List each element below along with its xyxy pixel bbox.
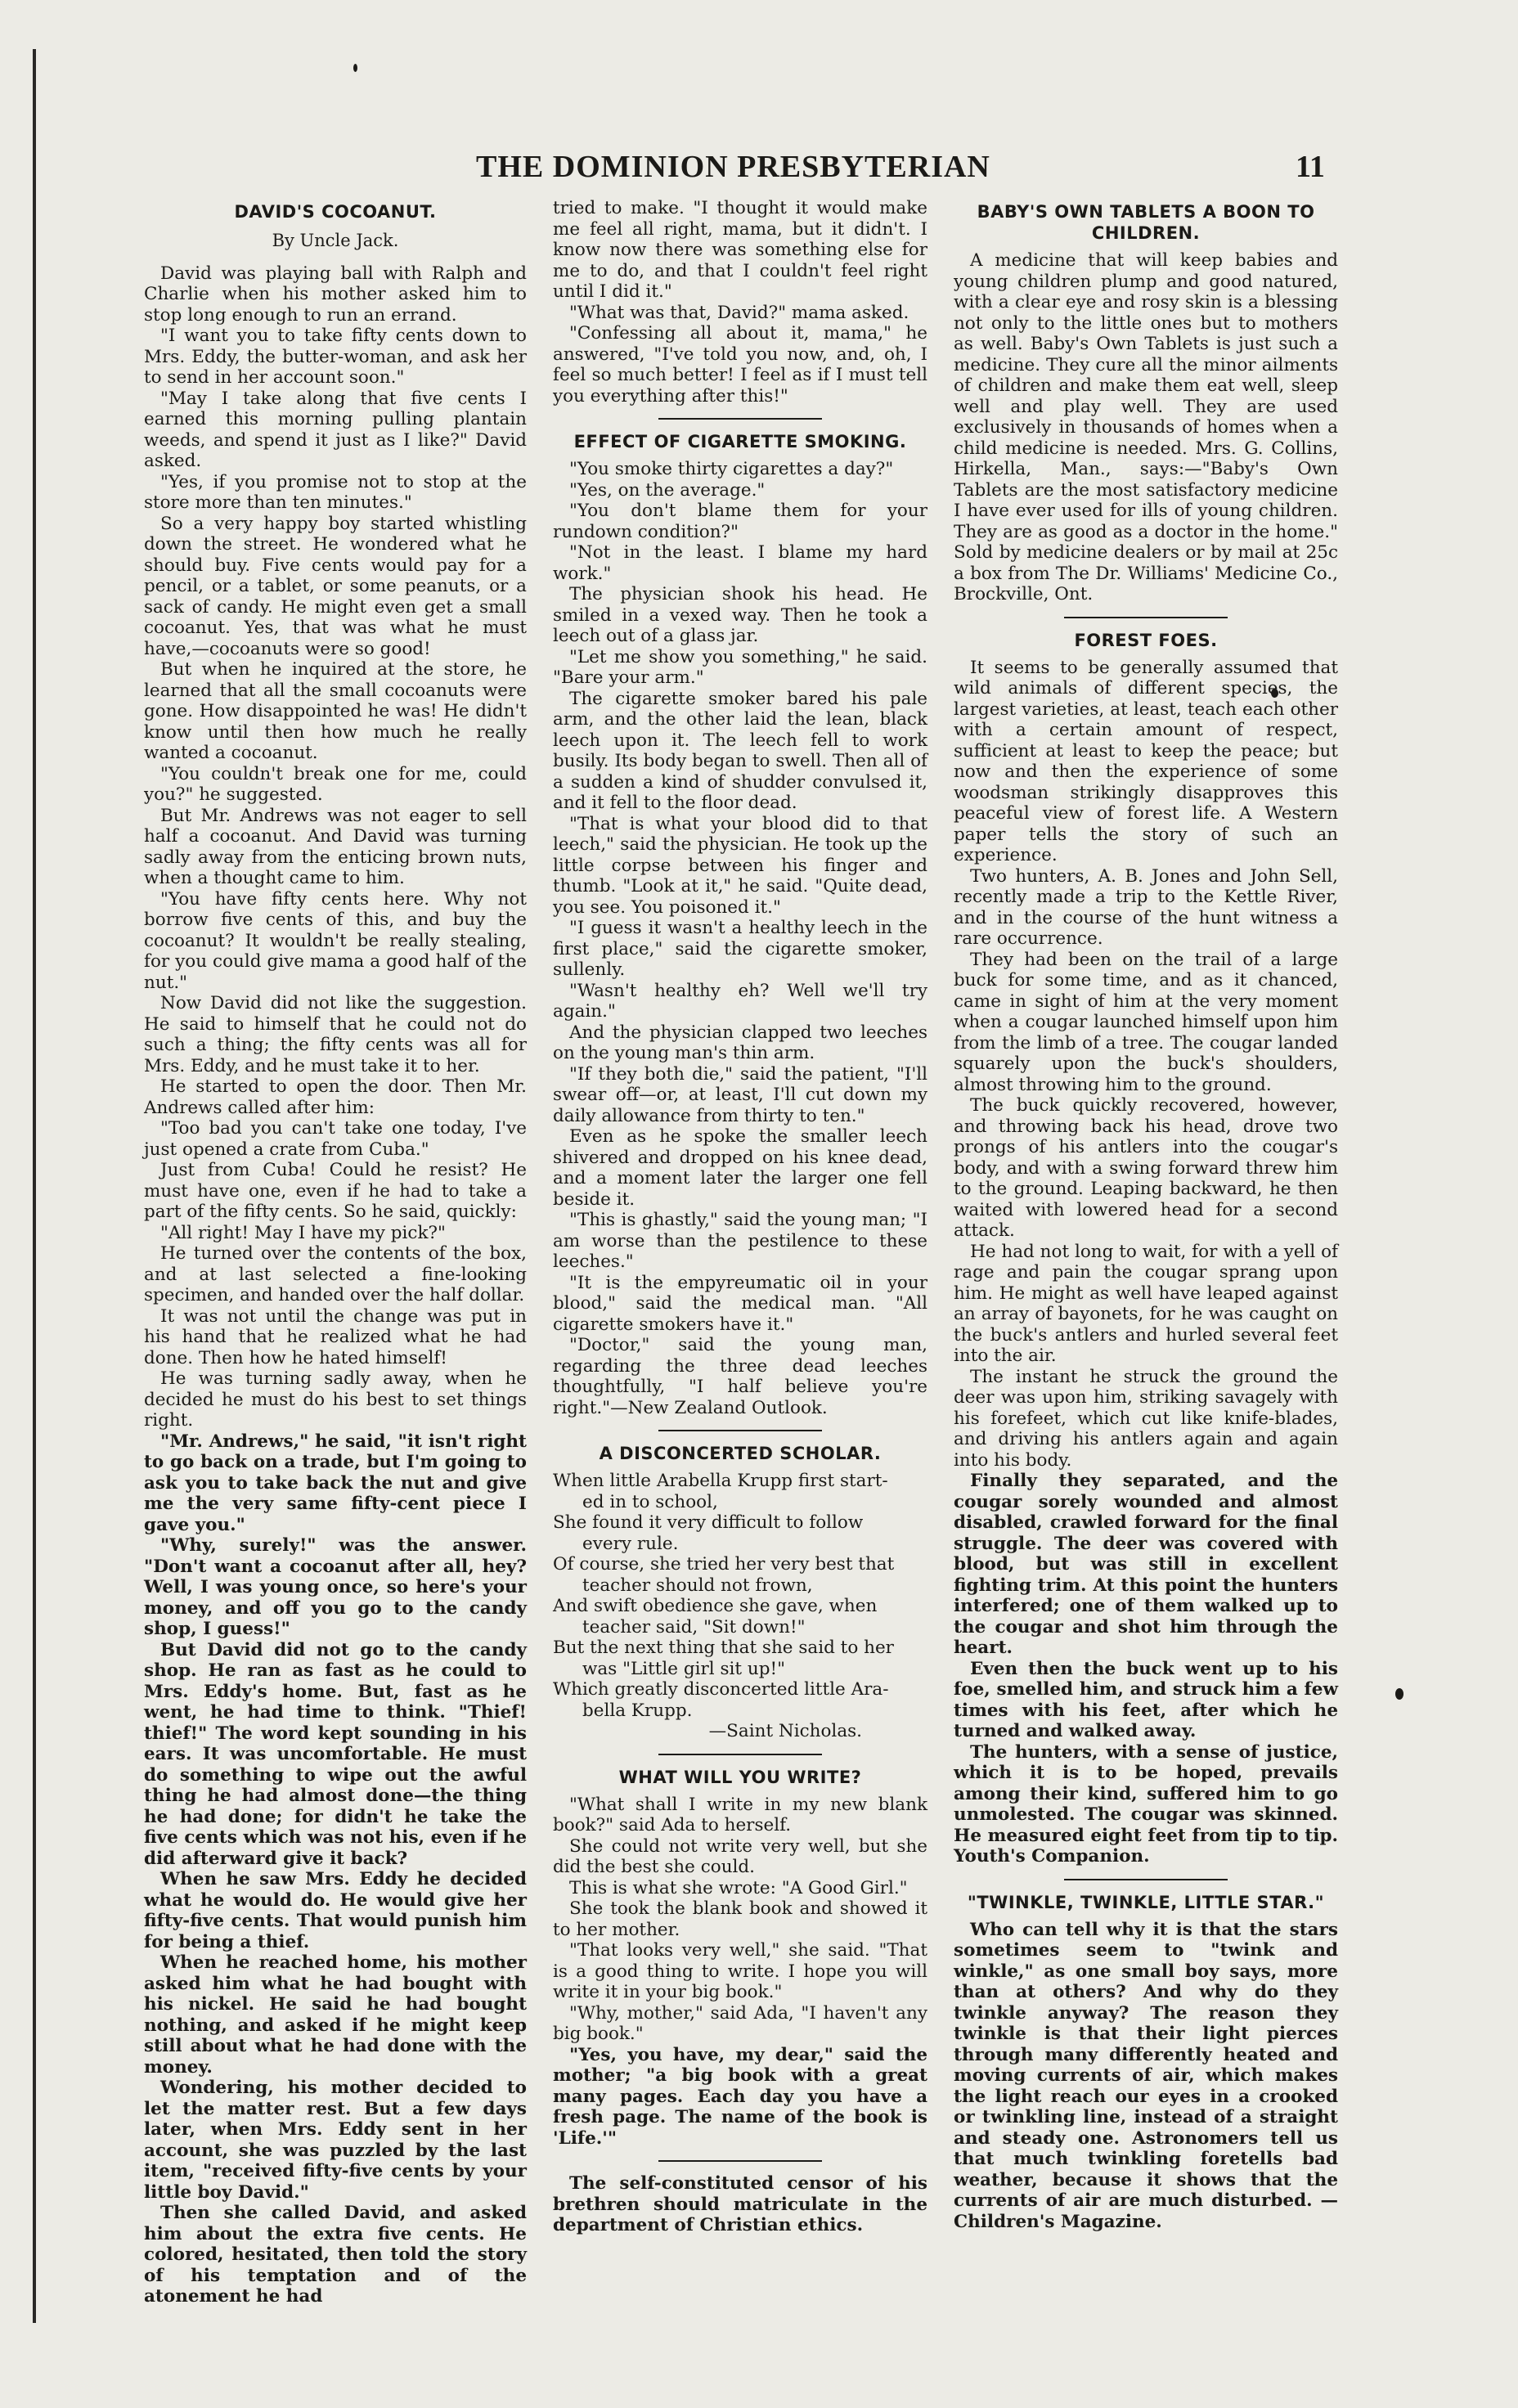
paragraph: The physician shook his head. He smiled in a vexed way. Then he took a leech out of a glass jar. bbox=[553, 584, 927, 646]
poem-line-continuation: teacher said, "Sit down!" bbox=[582, 1616, 806, 1638]
poem-line: When little Arabella Krupp first start- bbox=[553, 1471, 888, 1491]
paragraph: A medicine that will keep babies and young children plump and good natured, with a clear eye and rosy skin is a blessing not only to the little ones but to mothers as well. Baby's Own Tablets is just such a medicine. They cure all the minor ailments of children and make them eat well, sleep well and play well. They are used exclusively in thousands of homes when a child medicine is needed. Mrs. G. Collins, Hirkella, Man., says:—"Baby's Own Tablets are the most satisfactory medicine I have ever used for ills of young children. They are as good as a doctor in the home." Sold by medicine dealers or by mail at 25c a box from The Dr. Williams' Medicine Co., Brockville, Ont. bbox=[954, 250, 1338, 604]
paragraph: "Doctor," said the young man, regarding the three dead leeches thoughtfully, "I half believe you're right."—New Zealand Outlook. bbox=[553, 1335, 927, 1418]
poem-line-continuation: teacher should not frown, bbox=[582, 1575, 813, 1596]
paragraph: "Yes, if you promise not to stop at the store more than ten minutes." bbox=[144, 471, 527, 513]
paragraph: "What was that, David?" mama asked. bbox=[569, 302, 909, 323]
paragraph: It seems to be generally assumed that wild animals of different species, the largest varieties, at least, teach each other with a certain amount of respect, sufficient at least to keep the peace; but now and then the experience of some woodsman strikingly disapproves this peaceful view of forest life. A Western paper tells the story of such an experience. bbox=[954, 657, 1338, 865]
poem-line: But the next thing that she said to her bbox=[553, 1638, 894, 1658]
paragraph: "Confessing all about it, mama," he answered, "I've told you now, and, oh, I feel so much better! I feel as if I must tell you everything after this!" bbox=[553, 323, 927, 407]
paragraph: Now David did not like the suggestion. He said to himself that he could not do such a thing; the fifty cents was all for Mrs. Eddy, and he must take it to her. bbox=[144, 993, 527, 1076]
paragraph: He started to open the door. Then Mr. Andrews called after him: bbox=[144, 1076, 527, 1118]
page-number: 11 bbox=[1296, 150, 1325, 184]
paragraph: She took the blank book and showed it to her mother. bbox=[553, 1898, 927, 1940]
article-heading: "TWINKLE, TWINKLE, LITTLE STAR." bbox=[967, 1892, 1325, 1912]
paragraph: "It is the empyreumatic oil in your blood," said the medical man. "All cigarette smokers have it." bbox=[553, 1272, 927, 1335]
paragraph: She could not write very well, but she did the best she could. bbox=[553, 1835, 927, 1877]
article-heading: BABY'S OWN TABLETS A BOON TO CHILDREN. bbox=[977, 202, 1315, 243]
section-rule bbox=[658, 418, 822, 420]
paragraph: "What shall I write in my new blank book?" said Ada to herself. bbox=[553, 1794, 927, 1835]
paragraph: Finally they separated, and the cougar sorely wounded and almost disabled, crawled forward for the final struggle. The deer was covered with blood, but was still in excellent fighting trim. At this point the hunters interfered; one of them walked up to the cougar and shot him through the heart. bbox=[954, 1471, 1338, 1658]
paragraph: The buck quickly recovered, however, and throwing back his head, drove two prongs of his antlers into the cougar's body, and with a swing forward threw him to the ground. Leaping backward, he then waited with lowered head for a second attack. bbox=[954, 1095, 1338, 1241]
paragraph: They had been on the trail of a large buck for some time, and as it chanced, came in sight of him at the very moment when a cougar launched himself upon him from the limb of a tree. The cougar landed squarely upon the buck's shoulders, almost throwing him to the ground. bbox=[954, 949, 1338, 1095]
paragraph: "Not in the least. I blame my hard work." bbox=[553, 542, 927, 584]
paragraph: When he saw Mrs. Eddy he decided what he would do. He would give her fifty-five cents. That would punish him for being a thief. bbox=[144, 1869, 527, 1952]
paragraph: This is what she wrote: "A Good Girl." bbox=[569, 1877, 908, 1898]
paragraph: Even then the buck went up to his foe, smelled him, and struck him a few times with his feet, after which he turned and walked away. bbox=[954, 1658, 1338, 1741]
paragraph: Two hunters, A. B. Jones and John Sell, recently made a trip to the Kettle River, and in the course of the hunt witness a rare occurrence. bbox=[954, 865, 1338, 949]
column-1 bbox=[144, 198, 527, 2307]
paragraph: "All right! May I have my pick?" bbox=[160, 1222, 446, 1243]
paragraph: When he reached home, his mother asked him what he had bought with his nickel. He said he had bought nothing, and asked if he might keep still about what he had done with the money. bbox=[144, 1952, 527, 2078]
paragraph: "You don't blame them for your rundown condition?" bbox=[553, 501, 927, 542]
poem-line-continuation: ed in to school, bbox=[582, 1491, 718, 1512]
poem-line: She found it very difficult to follow bbox=[553, 1512, 864, 1533]
poem bbox=[553, 1471, 927, 1742]
paragraph: But when he inquired at the store, he learned that all the small cocoanuts were gone. How disappointed he was! He didn't know until then how much he really wanted a cocoanut. bbox=[144, 659, 527, 763]
closing-note: The self-constituted censor of his brethren should matriculate in the department of Christian ethics. bbox=[553, 2173, 927, 2235]
poem-line-continuation: was "Little girl sit up!" bbox=[582, 1658, 785, 1679]
paragraph: "Why, surely!" was the answer. "Don't want a cocoanut after all, hey? Well, I was young once, so here's your money, and off you go to the candy shop, I guess!" bbox=[144, 1535, 527, 1639]
paragraph: Who can tell why it is that the stars sometimes seem to "twink and winkle," as one small boy says, more than at others? And why do they twinkle anyway? The reason they twinkle is that their light pierces through many differently heated and moving currents of air, which makes the light reach our eyes in a crooked or twinkling line, instead of a straight and steady one. Astronomers tell us that much twinkling foretells bad weather, because it shows that the currents of air are much disturbed. —Children's Magazine. bbox=[954, 1919, 1338, 2232]
section-rule bbox=[1064, 1879, 1228, 1880]
paragraph: David was playing ball with Ralph and Charlie when his mother asked him to stop long enough to run an errand. bbox=[144, 263, 527, 326]
paragraph: The cigarette smoker bared his pale arm, and the other laid the lean, black leech upon it. The leech fell to work busily. Its body began to swell. Then all of a sudden a kind of shudder convulsed it, and it fell to the floor dead. bbox=[553, 688, 927, 813]
paragraph: Then she called David, and asked him about the extra five cents. He colored, hesitated, then told the story of his temptation and of the atonement he had bbox=[144, 2203, 527, 2307]
poem-line-continuation: every rule. bbox=[582, 1533, 679, 1554]
paragraph: But David did not go to the candy shop. He ran as fast as he could to Mrs. Eddy's home. But, fast as he went, he had time to think. "Thief! thief!" The word kept sounding in his ears. It was uncomfortable. He must do something to wipe out the awful thing he had almost done—the thing he had done; for didn't he take the five cents which was not his, even if he did afterward give it back? bbox=[144, 1639, 527, 1869]
poem-line-continuation: bella Krupp. bbox=[582, 1700, 693, 1721]
ink-speck bbox=[1395, 1688, 1403, 1700]
page-edge-rule bbox=[33, 49, 36, 2323]
article-heading: WHAT WILL YOU WRITE? bbox=[618, 1767, 862, 1787]
paragraph: Just from Cuba! Could he resist? He must have one, even if he had to take a part of the fifty cents. So he said, quickly: bbox=[144, 1160, 527, 1222]
paragraph: "This is ghastly," said the young man; "I am worse than the pestilence to these leeches." bbox=[553, 1210, 927, 1272]
paragraph: The instant he struck the ground the deer was upon him, striking savagely with his forefeet, which cut like knife-blades, and driving his antlers again and again into his body. bbox=[954, 1366, 1338, 1471]
paragraph: "Mr. Andrews," he said, "it isn't right to go back on a trade, but I'm going to ask you to take back the nut and give me the very same fifty-cent piece I gave you." bbox=[144, 1431, 527, 1535]
article-heading: A DISCONCERTED SCHOLAR. bbox=[599, 1444, 882, 1463]
poem-line: Of course, she tried her very best that bbox=[553, 1554, 895, 1575]
paragraph: He turned over the contents of the box, and at last selected a fine-looking specimen, and handed over the half dollar. bbox=[144, 1243, 527, 1305]
publication-title: THE DOMINION PRESBYTERIAN bbox=[476, 150, 990, 184]
paragraph: Wondering, his mother decided to let the matter rest. But a few days later, when Mrs. Eddy sent in her account, she was puzzled by the last item, "received fifty-five cents by your little boy David." bbox=[144, 2078, 527, 2203]
paragraph: But Mr. Andrews was not eager to sell half a cocoanut. And David was turning sadly away from the enticing brown nuts, when a thought came to him. bbox=[144, 805, 527, 888]
paragraph: "May I take along that five cents I earned this morning pulling plantain weeds, and spend it just as I like?" David asked. bbox=[144, 388, 527, 471]
paragraph: And the physician clapped two leeches on the young man's thin arm. bbox=[553, 1022, 927, 1063]
poem-attribution: —Saint Nicholas. bbox=[708, 1721, 862, 1741]
paragraph: "Wasn't healthy eh? Well we'll try again." bbox=[553, 980, 927, 1022]
paragraph: "I want you to take fifty cents down to Mrs. Eddy, the butter-woman, and ask her to send in her account soon." bbox=[144, 326, 527, 388]
paragraph: "That is what your blood did to that leech," said the physician. He took up the little corpse between his finger and thumb. "Look at it," he said. "Quite dead, you see. You poisoned it." bbox=[553, 813, 927, 918]
paragraph: Even as he spoke the smaller leech shivered and dropped on his knee dead, and a moment later the larger one fell beside it. bbox=[553, 1126, 927, 1210]
paragraph: "If they both die," said the patient, "I'll swear off—or, at least, I'll cut down my daily allowance from thirty to ten." bbox=[553, 1063, 927, 1126]
paragraph: The hunters, with a sense of justice, which it is to be hoped, prevails among their kind, suffered him to go unmolested. The cougar was skinned. He measured eight feet from tip to tip. Youth's Companion. bbox=[954, 1741, 1338, 1867]
section-rule bbox=[658, 1430, 822, 1431]
paragraph: tried to make. "I thought it would make me feel all right, mama, but it didn't. I know now there was something else for me to do, and that I couldn't feel right until I did it." bbox=[553, 198, 927, 302]
paragraph: "You have fifty cents here. Why not borrow five cents of this, and buy the cocoanut? It wouldn't be really stealing, for you could give mama a good half of the nut." bbox=[144, 888, 527, 993]
paragraph: "I guess it wasn't a healthy leech in the first place," said the cigarette smoker, sullenly. bbox=[553, 918, 927, 980]
paragraph: "That looks very well," she said. "That is a good thing to write. I hope you will write it in your big book." bbox=[553, 1940, 927, 2002]
column-2 bbox=[553, 198, 927, 2236]
poem-line: Which greatly disconcerted little Ara- bbox=[553, 1679, 889, 1700]
poem-line: And swift obedience she gave, when bbox=[553, 1596, 878, 1616]
article-heading: EFFECT OF CIGARETTE SMOKING. bbox=[573, 432, 907, 452]
section-rule bbox=[658, 2160, 822, 2162]
paragraph: "You smoke thirty cigarettes a day?" bbox=[569, 459, 894, 479]
paragraph: "Yes, on the average." bbox=[569, 479, 766, 501]
masthead bbox=[0, 149, 1518, 198]
paragraph: It was not until the change was put in his hand that he realized what he had done. Then how he hated himself! bbox=[144, 1305, 527, 1368]
ink-speck bbox=[353, 64, 357, 72]
paragraph: "Let me show you something," he said. "Bare your arm." bbox=[553, 646, 927, 688]
byline: By Uncle Jack. bbox=[272, 231, 399, 250]
paragraph: He was turning sadly away, when he decided he must do his best to set things right. bbox=[144, 1368, 527, 1431]
paragraph: "You couldn't break one for me, could you?" he suggested. bbox=[144, 763, 527, 805]
article-heading: DAVID'S COCOANUT. bbox=[234, 202, 437, 222]
column-3 bbox=[954, 198, 1338, 2232]
section-rule bbox=[658, 1754, 822, 1755]
paragraph: So a very happy boy started whistling down the street. He wondered what he should buy. Five cents would pay for a pencil, or a tablet, or some peanuts, or a sack of candy. He might even get a small cocoanut. Yes, that was what he must have,—cocoanuts were so good! bbox=[144, 513, 527, 659]
article-heading: FOREST FOES. bbox=[1074, 630, 1218, 650]
paragraph: He had not long to wait, for with a yell of rage and pain the cougar sprang upon him. He might as well have leaped against an array of bayonets, for he was caught on the buck's antlers and hurled several feet into the air. bbox=[954, 1241, 1338, 1366]
paragraph: "Why, mother," said Ada, "I haven't any big book." bbox=[553, 2002, 927, 2044]
paragraph: "Too bad you can't take one today, I've just opened a crate from Cuba." bbox=[144, 1118, 527, 1160]
paragraph: "Yes, you have, my dear," said the mother; "a big book with a great many pages. Each day you have a fresh page. The name of the book is 'Life.'" bbox=[553, 2044, 927, 2149]
section-rule bbox=[1064, 617, 1228, 618]
